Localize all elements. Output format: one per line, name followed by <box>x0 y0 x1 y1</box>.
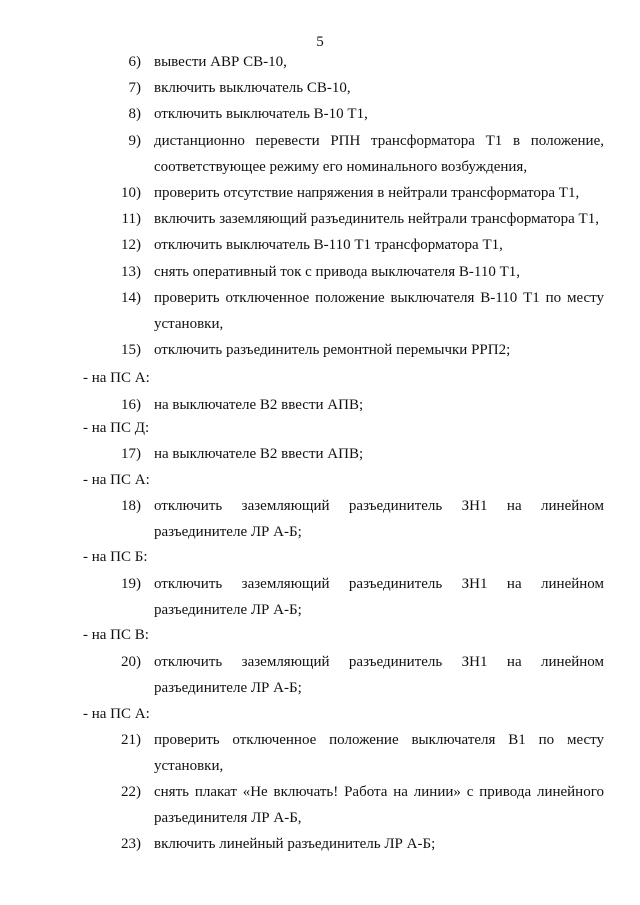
item-text-line2: разъединителя ЛР А-Б, <box>154 810 302 826</box>
item-text-line1: снять плакат «Не включать! Работа на линии» с привода линейного <box>154 784 604 800</box>
item-text: включить заземляющий разъединитель нейтрали трансформатора Т1, <box>154 211 599 227</box>
item-text: отключить разъединитель ремонтной перемычки РРП2; <box>154 342 511 358</box>
section-heading: - на ПС А: <box>83 472 150 488</box>
item-text: отключить выключатель В-10 Т1, <box>154 106 368 122</box>
item-text: на выключателе В2 ввести АПВ; <box>154 397 364 413</box>
item-text: включить выключатель СВ-10, <box>154 80 351 96</box>
item-text-line1: отключить заземляющий разъединитель ЗН1 на линейном <box>154 654 604 670</box>
item-number: 13) <box>121 264 141 280</box>
item-number: 10) <box>121 185 141 201</box>
section-heading: - на ПС А: <box>83 370 150 386</box>
item-text-line2: соответствующее режиму его номинального возбуждения, <box>154 159 528 175</box>
item-text-line2: установки, <box>154 316 224 332</box>
item-number: 15) <box>121 342 141 358</box>
item-text: на выключателе В2 ввести АПВ; <box>154 446 364 462</box>
item-text-line1: отключить заземляющий разъединитель ЗН1 на линейном <box>154 576 604 592</box>
item-text: проверить отсутствие напряжения в нейтрали трансформатора Т1, <box>154 185 580 201</box>
item-text: включить линейный разъединитель ЛР А-Б; <box>154 836 436 852</box>
item-number: 14) <box>121 290 141 306</box>
item-number: 21) <box>121 732 141 748</box>
section-heading: - на ПС Б: <box>83 549 148 565</box>
item-number: 20) <box>121 654 141 670</box>
item-text: снять оперативный ток с привода выключателя В-110 Т1, <box>154 264 521 280</box>
item-text-line2: разъединителе ЛР А-Б; <box>154 602 302 618</box>
section-heading: - на ПС А: <box>83 706 150 722</box>
section-heading: - на ПС Д: <box>83 420 150 436</box>
item-text-line1: проверить отключенное положение выключателя В-110 Т1 по месту <box>154 290 604 306</box>
item-number: 8) <box>128 106 141 122</box>
item-text-line1: отключить заземляющий разъединитель ЗН1 на линейном <box>154 498 604 514</box>
item-text-line2: разъединителе ЛР А-Б; <box>154 680 302 696</box>
page-number: 5 <box>316 34 324 50</box>
item-text-line2: установки, <box>154 758 224 774</box>
item-text-line1: дистанционно перевести РПН трансформатора Т1 в положение, <box>154 133 604 149</box>
item-number: 7) <box>128 80 141 96</box>
item-number: 22) <box>121 784 141 800</box>
item-number: 9) <box>128 133 141 149</box>
item-text: отключить выключатель В-110 Т1 трансформатора Т1, <box>154 237 503 253</box>
item-number: 16) <box>121 397 141 413</box>
item-text: вывести АВР СВ-10, <box>154 54 287 70</box>
item-number: 12) <box>121 237 141 253</box>
item-text-line1: проверить отключенное положение выключателя В1 по месту <box>154 732 604 748</box>
item-number: 19) <box>121 576 141 592</box>
item-number: 17) <box>121 446 141 462</box>
item-text-line2: разъединителе ЛР А-Б; <box>154 524 302 540</box>
item-number: 23) <box>121 836 141 852</box>
item-number: 6) <box>128 54 141 70</box>
section-heading: - на ПС В: <box>83 627 149 643</box>
item-number: 18) <box>121 498 141 514</box>
item-number: 11) <box>121 211 141 227</box>
